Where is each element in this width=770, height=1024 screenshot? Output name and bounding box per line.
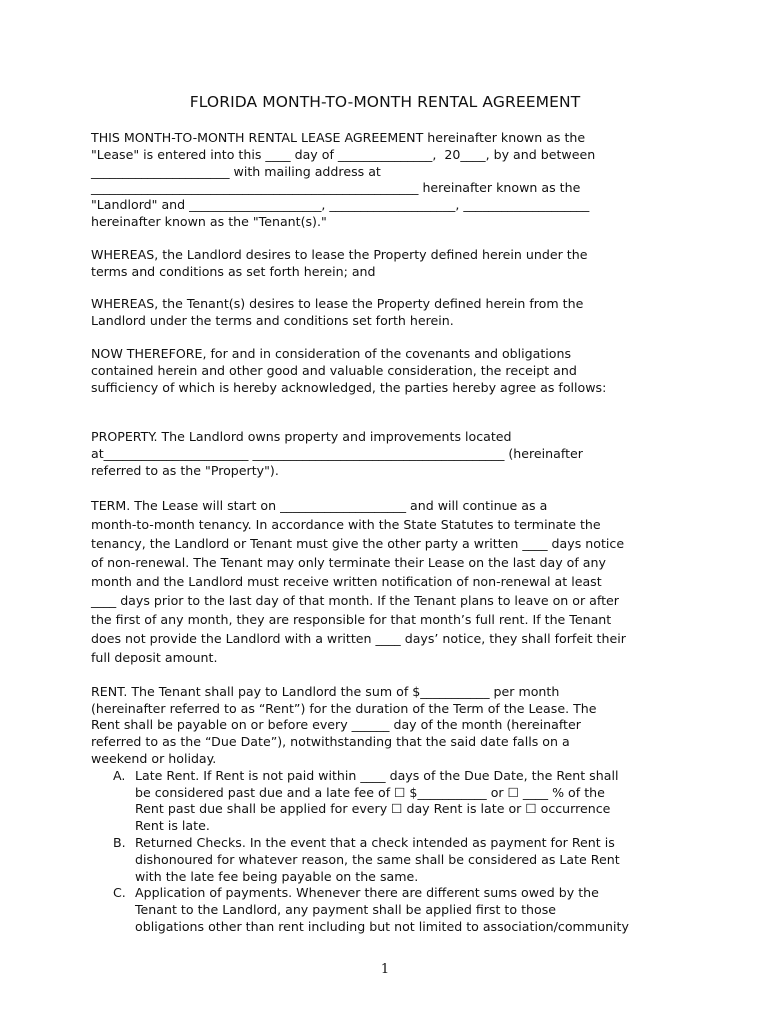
text-line: RENT. The Tenant shall pay to Landlord the sum of $___________ per month: [91, 683, 560, 699]
text-line: Rent is late.: [135, 818, 210, 834]
list-marker: C.: [113, 885, 126, 901]
text-line: Rent shall be payable on or before every ______ day of the month (hereinafter: [91, 717, 581, 733]
whereas-landlord-paragraph: [91, 247, 691, 281]
text-line: tenancy, the Landlord or Tenant must give the other party a written ____ days notice: [91, 535, 625, 551]
text-line: "Landlord" and _____________________, ____________________, ____________________: [91, 197, 590, 213]
text-line: Rent past due shall be applied for every ☐ day Rent is late or ☐ occurrence: [135, 801, 611, 817]
text-line: of non-renewal. The Tenant may only terminate their Lease on the last day of any: [91, 554, 606, 570]
term-section: [91, 496, 691, 667]
text-line: dishonoured for whatever reason, the same shall be considered as Late Rent: [135, 851, 620, 867]
page-number: 1: [380, 962, 390, 977]
text-line: TERM. The Lease will start on ____________________ and will continue as a: [91, 497, 548, 513]
text-line: obligations other than rent including but not limited to association/community: [135, 918, 629, 934]
text-line: does not provide the Landlord with a written ____ days’ notice, they shall forfeit their: [91, 630, 626, 646]
text-line: sufficiency of which is hereby acknowledged, the parties hereby agree as follows:: [91, 379, 607, 395]
text-line: Late Rent. If Rent is not paid within ____ days of the Due Date, the Rent shall: [135, 767, 619, 783]
text-line: NOW THEREFORE, for and in consideration of the covenants and obligations: [91, 345, 572, 361]
text-line: referred to as the "Property").: [91, 462, 279, 478]
rent-terms-list: [91, 768, 691, 936]
text-line: referred to as the “Due Date”), notwithstanding that the said date falls on a: [91, 734, 570, 750]
text-line: "Lease" is entered into this ____ day of _______________, 20____, by and between: [91, 146, 596, 162]
text-line: month and the Landlord must receive written notification of non-renewal at least: [91, 573, 602, 589]
text-line: at_______________________ ________________________________________ (hereinafter: [91, 446, 583, 462]
text-line: WHEREAS, the Tenant(s) desires to lease the Property defined herein from the: [91, 296, 584, 312]
now-therefore-paragraph: [91, 346, 691, 396]
text-line: with the late fee being payable on the same.: [135, 868, 419, 884]
text-line: ____________________________________________________ hereinafter known as the: [91, 180, 581, 196]
text-line: Returned Checks. In the event that a check intended as payment for Rent is: [135, 834, 615, 850]
text-line: Landlord under the terms and conditions set forth herein.: [91, 313, 454, 329]
text-line: hereinafter known as the "Tenant(s).": [91, 213, 327, 229]
text-line: Tenant to the Landlord, any payment shall be applied first to those: [135, 902, 557, 918]
text-line: Application of payments. Whenever there are different sums owed by the: [135, 885, 599, 901]
list-item-returned-checks: [91, 835, 691, 885]
whereas-tenant-paragraph: [91, 296, 691, 330]
list-item-application-of-payments: [91, 885, 691, 935]
text-line: weekend or holiday.: [91, 750, 217, 766]
list-item-late-rent: [91, 768, 691, 835]
document-body: [91, 130, 691, 936]
text-line: full deposit amount.: [91, 649, 218, 665]
property-section: [91, 429, 691, 479]
text-line: WHEREAS, the Landlord desires to lease the Property defined herein under the: [91, 246, 588, 262]
text-line: THIS MONTH-TO-MONTH RENTAL LEASE AGREEMENT hereinafter known as the: [91, 130, 586, 145]
text-line: (hereinafter referred to as “Rent”) for the duration of the Term of the Lease. The: [91, 700, 597, 716]
list-marker: B.: [113, 834, 126, 850]
text-line: month-to-month tenancy. In accordance with the State Statutes to terminate the: [91, 516, 601, 532]
text-line: contained herein and other good and valuable consideration, the receipt and: [91, 362, 577, 378]
text-line: ____ days prior to the last day of that month. If the Tenant plans to leave on or after: [91, 592, 619, 608]
list-marker: A.: [113, 767, 126, 783]
intro-paragraph: [91, 130, 691, 231]
text-line: terms and conditions as set forth herein; and: [91, 263, 376, 279]
rent-section: [91, 684, 691, 936]
text-line: be considered past due and a late fee of ☐ $___________ or ☐ ____ % of the: [135, 784, 605, 800]
text-line: the first of any month, they are responsible for that month’s full rent. If the Tenant: [91, 611, 612, 627]
text-line: PROPERTY. The Landlord owns property and improvements located: [91, 429, 512, 445]
document-title: FLORIDA MONTH-TO-MONTH RENTAL AGREEMENT: [189, 93, 581, 111]
text-line: ______________________ with mailing address at: [91, 163, 381, 179]
